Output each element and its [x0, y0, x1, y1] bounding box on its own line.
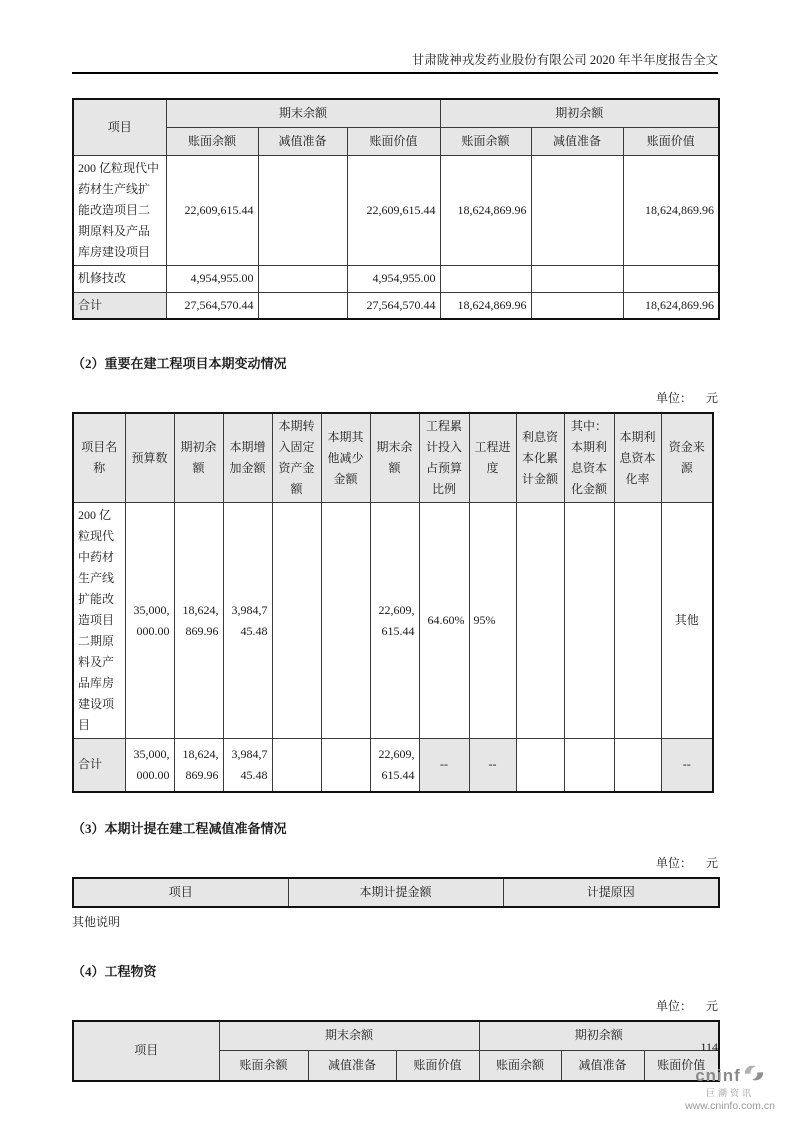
- cell-beginning-book-balance: [440, 265, 531, 292]
- col-header-interest-capitalized-current: 其中：本期利息资本化金额: [564, 413, 614, 503]
- col-header-item: 项目: [73, 878, 288, 907]
- cell-budget: 35,000,000.00: [125, 503, 174, 739]
- cell-transfer-to-fixed-assets: [272, 503, 321, 739]
- col-header-investment-to-budget-ratio: 工程累计投入占预算比例: [419, 413, 469, 503]
- col-header-interest-capitalization-rate: 本期利息资本化率: [614, 413, 661, 503]
- col-header-ending-balance: 期末余额: [370, 413, 419, 503]
- col-header-beginning-balance: 期初余额: [479, 1021, 719, 1051]
- cell-ending-balance: 22,609,615.44: [370, 503, 419, 739]
- cell-ending-book-value: 22,609,615.44: [347, 155, 440, 265]
- col-header-book-balance: 账面余额: [479, 1051, 561, 1081]
- cell-ending-balance: 22,609,615.44: [370, 739, 419, 792]
- cell-total-label: 合计: [73, 739, 125, 792]
- cip-balance-table: [72, 98, 720, 320]
- cell-ending-book-balance: 4,954,955.00: [166, 265, 258, 292]
- cell-project-name: 机修技改: [73, 265, 166, 292]
- table-row-total: [73, 739, 713, 792]
- project-changes-table: [72, 412, 714, 793]
- cell-progress: --: [469, 739, 516, 792]
- unit-label: 单位：: [655, 855, 692, 870]
- cell-ending-impairment: [258, 265, 347, 292]
- cell-interest-capitalized-current: [564, 739, 614, 792]
- col-header-beginning-balance: 期初余额: [174, 413, 223, 503]
- section-title-impairment-provision: （3）本期计提在建工程减值准备情况: [72, 820, 287, 836]
- cell-fund-source: 其他: [661, 503, 713, 739]
- table-row-total: [73, 292, 719, 319]
- col-header-provision-reason: 计提原因: [503, 878, 719, 907]
- col-header-book-value: 账面价值: [644, 1051, 719, 1081]
- cell-beginning-balance: 18,624,869.96: [174, 503, 223, 739]
- col-header-ending-balance: 期末余额: [219, 1021, 479, 1051]
- cell-budget: 35,000,000.00: [125, 739, 174, 792]
- table-header-row: [73, 413, 713, 503]
- document-header-title: 甘肃陇神戎发药业股份有限公司 2020 年半年度报告全文: [411, 53, 718, 67]
- col-header-book-balance: 账面余额: [219, 1051, 308, 1081]
- unit-value: 元: [705, 998, 718, 1013]
- col-header-current-increase: 本期增加金额: [223, 413, 272, 503]
- cell-beginning-book-value: 18,624,869.96: [623, 292, 719, 319]
- cell-progress: 95%: [469, 503, 516, 739]
- cninfo-url: www.cninfo.com.cn: [685, 1100, 775, 1112]
- cell-transfer-to-fixed-assets: [272, 739, 321, 792]
- table-header-row: [73, 878, 719, 907]
- col-header-item: 项目: [73, 1021, 219, 1081]
- engineering-materials-table: [72, 1020, 720, 1082]
- col-header-other-decrease: 本期其他减少金额: [321, 413, 370, 503]
- table-header-row: [73, 1021, 719, 1051]
- col-header-current-provision-amount: 本期计提金额: [288, 878, 503, 907]
- unit-label: 单位：: [655, 998, 692, 1013]
- cell-ending-book-value: 27,564,570.44: [347, 292, 440, 319]
- cell-ending-book-balance: 22,609,615.44: [166, 155, 258, 265]
- cninfo-chinese-name: 巨潮资讯: [705, 1088, 754, 1098]
- cell-beginning-book-value: [623, 265, 719, 292]
- table-header-row: [73, 99, 719, 127]
- col-header-beginning-balance: 期初余额: [440, 99, 719, 127]
- col-header-book-value: 账面价值: [347, 127, 440, 155]
- impairment-provision-table: [72, 877, 720, 908]
- col-header-progress: 工程进度: [469, 413, 516, 503]
- cell-investment-to-budget-ratio: --: [419, 739, 469, 792]
- cell-project-name: 200 亿粒现代中药材生产线扩能改造项目二期原料及产品库房建设项目: [73, 155, 166, 265]
- col-header-item: 项目: [73, 99, 166, 155]
- col-header-project-name: 项目名称: [73, 413, 125, 503]
- cell-beginning-impairment: [531, 155, 623, 265]
- unit-row: [72, 997, 718, 1014]
- cell-project-name: 200 亿粒现代中药材生产线扩能改造项目二期原料及产品库房建设项目: [73, 503, 125, 739]
- col-header-impairment: 减值准备: [258, 127, 347, 155]
- cell-ending-impairment: [258, 155, 347, 265]
- table-subheader-row: [73, 127, 719, 155]
- unit-row: [72, 854, 718, 871]
- unit-value: 元: [705, 391, 718, 405]
- cell-beginning-book-value: 18,624,869.96: [623, 155, 719, 265]
- cell-beginning-book-balance: 18,624,869.96: [440, 292, 531, 319]
- cell-interest-capitalization-rate: [614, 503, 661, 739]
- col-header-interest-capitalized-total: 利息资本化累计金额: [516, 413, 564, 503]
- cell-beginning-book-balance: 18,624,869.96: [440, 155, 531, 265]
- unit-value: 元: [705, 855, 718, 870]
- section-title-engineering-materials: （4）工程物资: [72, 963, 157, 979]
- col-header-impairment: 减值准备: [531, 127, 623, 155]
- col-header-book-value: 账面价值: [396, 1051, 479, 1081]
- col-header-book-value: 账面价值: [623, 127, 719, 155]
- table-row-project: [73, 155, 719, 265]
- cell-beginning-impairment: [531, 265, 623, 292]
- cell-other-decrease: [321, 503, 370, 739]
- table-row-machine-repair: [73, 265, 719, 292]
- col-header-fund-source: 资金来源: [661, 413, 713, 503]
- cell-ending-book-value: 4,954,955.00: [347, 265, 440, 292]
- unit-row: [72, 389, 718, 406]
- cell-investment-to-budget-ratio: 64.60%: [419, 503, 469, 739]
- cninfo-logo: [675, 1063, 785, 1112]
- header-divider: [72, 72, 718, 74]
- section-title-project-changes: （2）重要在建工程项目本期变动情况: [72, 356, 287, 371]
- cell-other-decrease: [321, 739, 370, 792]
- table-row-project: [73, 503, 713, 739]
- other-note-label: 其他说明: [72, 914, 121, 929]
- page-number: 114: [700, 1040, 718, 1054]
- cell-beginning-balance: 18,624,869.96: [174, 739, 223, 792]
- cell-interest-capitalized-total: [516, 739, 564, 792]
- col-header-book-balance: 账面余额: [440, 127, 531, 155]
- unit-label: 单位：: [655, 391, 692, 405]
- cell-current-increase: 3,984,745.48: [223, 739, 272, 792]
- col-header-budget: 预算数: [125, 413, 174, 503]
- cell-current-increase: 3,984,745.48: [223, 503, 272, 739]
- cell-ending-book-balance: 27,564,570.44: [166, 292, 258, 319]
- cninfo-swirl-icon: [743, 1063, 765, 1088]
- cell-interest-capitalized-current: [564, 503, 614, 739]
- cell-ending-impairment: [258, 292, 347, 319]
- cell-interest-capitalized-total: [516, 503, 564, 739]
- col-header-ending-balance: 期末余额: [166, 99, 440, 127]
- cell-beginning-impairment: [531, 292, 623, 319]
- cell-interest-capitalization-rate: [614, 739, 661, 792]
- cell-fund-source: --: [661, 739, 713, 792]
- col-header-impairment: 减值准备: [561, 1051, 644, 1081]
- col-header-transfer-to-fixed-assets: 本期转入固定资产金额: [272, 413, 321, 503]
- cell-total-label: 合计: [73, 292, 166, 319]
- col-header-impairment: 减值准备: [308, 1051, 396, 1081]
- cninfo-brand-text: cninf: [695, 1065, 741, 1085]
- col-header-book-balance: 账面余额: [166, 127, 258, 155]
